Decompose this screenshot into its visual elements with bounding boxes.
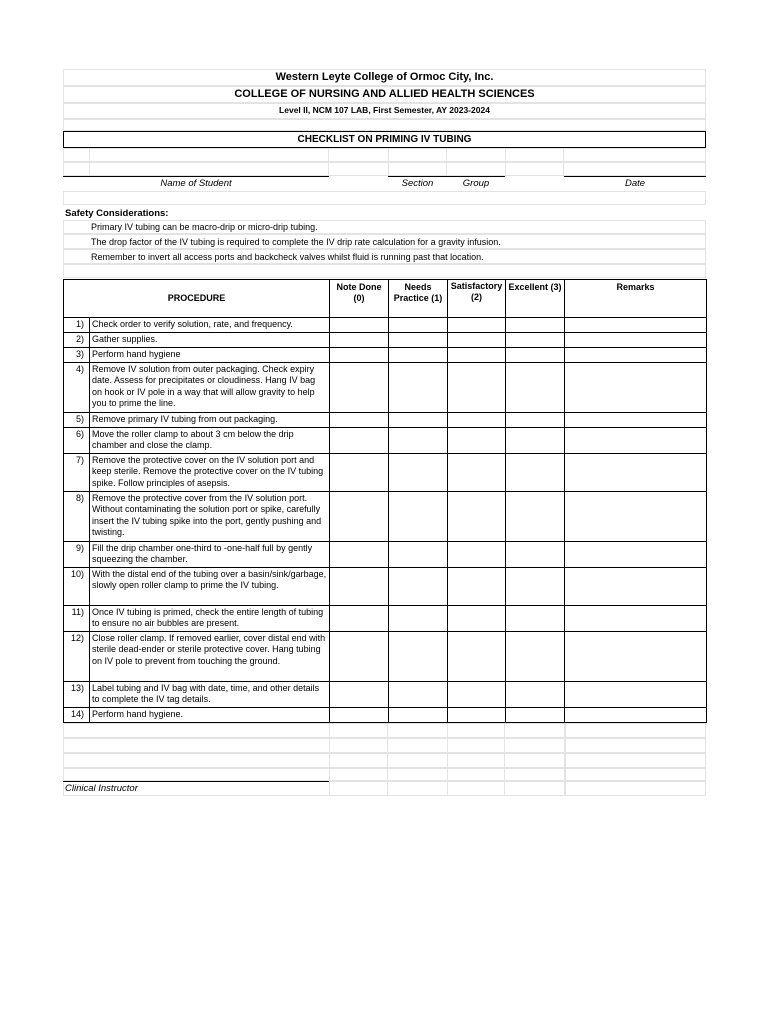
satisfactory-cell[interactable] xyxy=(448,631,506,681)
excellent-header: Excellent (3) xyxy=(506,280,565,318)
section-group-line xyxy=(388,176,505,177)
step-text: Gather supplies. xyxy=(90,333,330,348)
excellent-cell[interactable] xyxy=(506,333,565,348)
table-row xyxy=(64,707,707,722)
satisfactory-cell[interactable] xyxy=(448,453,506,491)
note-done-cell[interactable] xyxy=(330,412,389,427)
note-done-cell[interactable] xyxy=(330,491,389,541)
needs-practice-cell[interactable] xyxy=(389,362,448,412)
step-number: 7) xyxy=(64,453,90,491)
note-done-cell[interactable] xyxy=(330,631,389,681)
remarks-cell[interactable] xyxy=(565,707,707,722)
step-number: 12) xyxy=(64,631,90,681)
remarks-cell[interactable] xyxy=(565,605,707,631)
satisfactory-cell[interactable] xyxy=(448,605,506,631)
safety-item: The drop factor of the IV tubing is required to complete the IV drip rate calculation for a gravity infusion. xyxy=(91,237,501,247)
needs-practice-cell[interactable] xyxy=(389,605,448,631)
step-number: 8) xyxy=(64,491,90,541)
excellent-cell[interactable] xyxy=(506,605,565,631)
step-text: Remove IV solution from outer packaging. Check expiry date. Assess for precipitates or cloudiness. Hang IV bag on hook or IV pole in a way that will allow gravity to help you to prime the line. xyxy=(90,362,330,412)
step-text: Remove the protective cover on the IV solution port and keep sterile. Remove the protective cover on the IV tubing spike. Follow principles of asepsis. xyxy=(90,453,330,491)
satisfactory-cell[interactable] xyxy=(448,348,506,363)
step-number: 9) xyxy=(64,541,90,567)
satisfactory-cell[interactable] xyxy=(448,541,506,567)
remarks-cell[interactable] xyxy=(565,348,707,363)
grid-row xyxy=(63,119,706,131)
note-done-cell[interactable] xyxy=(330,681,389,707)
clinical-instructor-label: Clinical Instructor xyxy=(65,783,138,794)
satisfactory-cell[interactable] xyxy=(448,427,506,453)
needs-practice-cell[interactable] xyxy=(389,541,448,567)
step-text: Once IV tubing is primed, check the entire length of tubing to ensure no air bubbles are present. xyxy=(90,605,330,631)
procedure-table xyxy=(63,279,707,723)
step-number: 2) xyxy=(64,333,90,348)
needs-practice-cell[interactable] xyxy=(389,681,448,707)
excellent-cell[interactable] xyxy=(506,567,565,605)
table-row xyxy=(64,333,707,348)
excellent-cell[interactable] xyxy=(506,453,565,491)
remarks-header: Remarks xyxy=(565,280,707,318)
step-number: 14) xyxy=(64,707,90,722)
note-done-cell[interactable] xyxy=(330,348,389,363)
excellent-cell[interactable] xyxy=(506,541,565,567)
table-row xyxy=(64,453,707,491)
grid-row xyxy=(63,264,706,278)
satisfactory-cell[interactable] xyxy=(448,707,506,722)
note-done-cell[interactable] xyxy=(330,605,389,631)
step-text: Label tubing and IV bag with date, time, and other details to complete the IV tag details. xyxy=(90,681,330,707)
step-number: 13) xyxy=(64,681,90,707)
step-number: 11) xyxy=(64,605,90,631)
remarks-cell[interactable] xyxy=(565,453,707,491)
procedure-header: PROCEDURE xyxy=(64,280,330,318)
step-number: 5) xyxy=(64,412,90,427)
needs-practice-cell[interactable] xyxy=(389,631,448,681)
satisfactory-cell[interactable] xyxy=(448,362,506,412)
needs-practice-cell[interactable] xyxy=(389,567,448,605)
remarks-cell[interactable] xyxy=(565,427,707,453)
safety-item: Remember to invert all access ports and backcheck valves whilst fluid is running past that location. xyxy=(91,252,484,262)
step-text: Move the roller clamp to about 3 cm below the drip chamber and close the clamp. xyxy=(90,427,330,453)
step-number: 3) xyxy=(64,348,90,363)
needs-practice-cell[interactable] xyxy=(389,453,448,491)
remarks-cell[interactable] xyxy=(565,318,707,333)
remarks-cell[interactable] xyxy=(565,491,707,541)
step-number: 10) xyxy=(64,567,90,605)
excellent-cell[interactable] xyxy=(506,318,565,333)
needs-practice-cell[interactable] xyxy=(389,427,448,453)
table-row xyxy=(64,412,707,427)
satisfactory-cell[interactable] xyxy=(448,333,506,348)
excellent-cell[interactable] xyxy=(506,412,565,427)
table-row xyxy=(64,362,707,412)
step-text: With the distal end of the tubing over a basin/sink/garbage, slowly open roller clamp to prime the IV tubing. xyxy=(90,567,330,605)
satisfactory-cell[interactable] xyxy=(448,567,506,605)
step-text: Remove primary IV tubing from out packaging. xyxy=(90,412,330,427)
step-text: Perform hand hygiene xyxy=(90,348,330,363)
excellent-cell[interactable] xyxy=(506,491,565,541)
step-number: 6) xyxy=(64,427,90,453)
instructor-line xyxy=(63,781,329,782)
note-done-cell[interactable] xyxy=(330,427,389,453)
grid-row xyxy=(63,191,706,205)
note-done-cell[interactable] xyxy=(330,567,389,605)
table-header-row xyxy=(64,280,707,318)
excellent-cell[interactable] xyxy=(506,362,565,412)
table-row xyxy=(64,681,707,707)
needs-practice-cell[interactable] xyxy=(389,318,448,333)
college-name: COLLEGE OF NURSING AND ALLIED HEALTH SCIENCES xyxy=(234,88,535,100)
grid-row xyxy=(63,781,706,796)
step-text: Check order to verify solution, rate, and frequency. xyxy=(90,318,330,333)
grid-col xyxy=(388,148,447,176)
step-text: Fill the drip chamber one-third to -one-half full by gently squeezing the chamber. xyxy=(90,541,330,567)
table-row xyxy=(64,631,707,681)
step-text: Remove the protective cover from the IV solution port. Without contaminating the solution port or spike, carefully insert the IV tubing spike into the port, gently pushing and twisting. xyxy=(90,491,330,541)
satisfactory-cell[interactable] xyxy=(448,681,506,707)
date-line xyxy=(564,176,706,177)
note-done-cell[interactable] xyxy=(330,453,389,491)
satisfactory-cell[interactable] xyxy=(448,318,506,333)
step-text: Perform hand hygiene. xyxy=(90,707,330,722)
section-label: Section xyxy=(401,178,434,189)
needs-practice-cell[interactable] xyxy=(389,412,448,427)
needs-practice-cell[interactable] xyxy=(389,707,448,722)
remarks-cell[interactable] xyxy=(565,681,707,707)
school-name: Western Leyte College of Ormoc City, Inc. xyxy=(275,71,494,83)
excellent-cell[interactable] xyxy=(506,707,565,722)
satisfactory-header: Satisfactory (2) xyxy=(448,280,506,318)
remarks-cell[interactable] xyxy=(565,412,707,427)
table-row xyxy=(64,348,707,363)
step-text: Close roller clamp. If removed earlier, cover distal end with sterile dead-ender or sterile protective cover. Hang tubing on IV pole to prevent from touching the ground. xyxy=(90,631,330,681)
note-done-cell[interactable] xyxy=(330,541,389,567)
grid-col xyxy=(505,148,564,176)
table-row xyxy=(64,318,707,333)
date-label: Date xyxy=(624,178,646,189)
checklist-title: CHECKLIST ON PRIMING IV TUBING xyxy=(63,131,706,148)
satisfactory-cell[interactable] xyxy=(448,491,506,541)
course-info: Level II, NCM 107 LAB, First Semester, AY 2023-2024 xyxy=(279,105,490,115)
excellent-cell[interactable] xyxy=(506,681,565,707)
note-done-cell[interactable] xyxy=(330,707,389,722)
remarks-cell[interactable] xyxy=(565,631,707,681)
remarks-cell[interactable] xyxy=(565,567,707,605)
needs-practice-cell[interactable] xyxy=(389,333,448,348)
name-line xyxy=(63,176,329,177)
step-number: 1) xyxy=(64,318,90,333)
note-done-header: Note Done (0) xyxy=(330,280,389,318)
table-row xyxy=(64,541,707,567)
table-row xyxy=(64,427,707,453)
needs-practice-cell[interactable] xyxy=(389,491,448,541)
table-row xyxy=(64,567,707,605)
excellent-cell[interactable] xyxy=(506,631,565,681)
step-number: 4) xyxy=(64,362,90,412)
safety-heading: Safety Considerations: xyxy=(65,208,169,219)
note-done-cell[interactable] xyxy=(330,318,389,333)
safety-item: Primary IV tubing can be macro-drip or micro-drip tubing. xyxy=(91,222,318,232)
name-of-student-label: Name of Student xyxy=(160,178,232,189)
grid-col xyxy=(89,148,329,176)
steps-body xyxy=(64,318,707,723)
needs-practice-cell[interactable] xyxy=(389,348,448,363)
excellent-cell[interactable] xyxy=(506,427,565,453)
excellent-cell[interactable] xyxy=(506,348,565,363)
table-row xyxy=(64,491,707,541)
note-done-cell[interactable] xyxy=(330,362,389,412)
remarks-cell[interactable] xyxy=(565,362,707,412)
needs-practice-header: Needs Practice (1) xyxy=(389,280,448,318)
remarks-cell[interactable] xyxy=(565,333,707,348)
table-row xyxy=(64,605,707,631)
satisfactory-cell[interactable] xyxy=(448,412,506,427)
group-label: Group xyxy=(462,178,490,189)
remarks-cell[interactable] xyxy=(565,541,707,567)
note-done-cell[interactable] xyxy=(330,333,389,348)
